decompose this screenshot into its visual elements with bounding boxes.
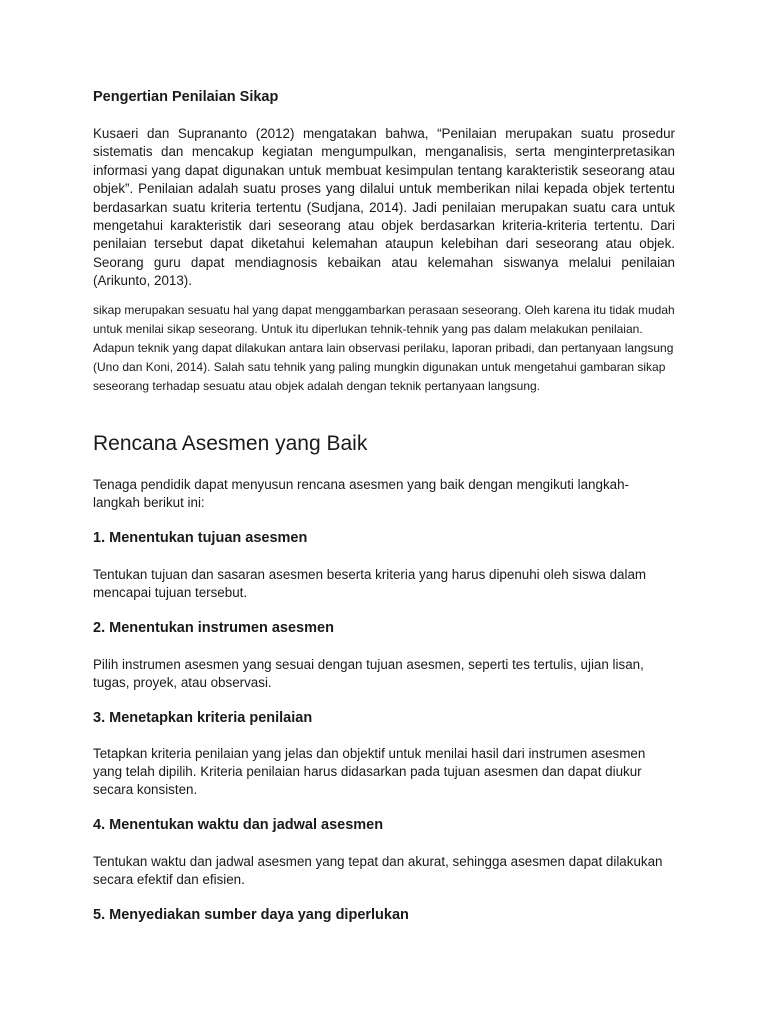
- paragraph-attitude: sikap merupakan sesuatu hal yang dapat menggambarkan perasaan seseorang. Oleh karena itu tidak mudah untuk menilai sikap seseorang. Untuk itu diperlukan tehnik-tehnik yang pas dalam melakukan penilaian. Adapun teknik yang dapat dilakukan antara lain observasi perilaku, laporan pribadi, dan pertanyaan langsung (Uno dan Koni, 2014). Salah satu tehnik yang paling mungkin digunakan untuk mengetahui gambaran sikap seseorang terhadap sesuatu atau objek adalah dengan teknik pertanyaan langsung.: [93, 303, 675, 393]
- step-body-2: Pilih instrumen asesmen yang sesuai dengan tujuan asesmen, seperti tes tertulis, ujian lisan, tugas, proyek, atau observasi.: [93, 657, 644, 690]
- step-heading-5: 5. Menyediakan sumber daya yang diperlukan: [93, 907, 409, 923]
- step-body-3: Tetapkan kriteria penilaian yang jelas dan objektif untuk menilai hasil dari instrumen asesmen yang telah dipilih. Kriteria penilaian harus didasarkan pada tujuan asesmen dan dapat diukur secara konsisten.: [93, 746, 646, 797]
- paragraph-intro: Tenaga pendidik dapat menyusun rencana asesmen yang baik dengan mengikuti langkah-langkah berikut ini:: [93, 477, 629, 510]
- step-body-4: Tentukan waktu dan jadwal asesmen yang tepat dan akurat, sehingga asesmen dapat dilakukan secara efektif dan efisien.: [93, 854, 663, 887]
- section-heading-pengertian: Pengertian Penilaian Sikap: [93, 89, 279, 105]
- paragraph-definition: Kusaeri dan Suprananto (2012) mengatakan bahwa, “Penilaian merupakan suatu prosedur sistematis dan mencakup kegiatan mengumpulkan, menganalisis, serta menginterpretasikan informasi yang dapat digunakan untuk membuat kesimpulan tentang karakteristik seseorang atau objek”. Penilaian adalah suatu proses yang dilalui untuk memberikan nilai kepada objek tertentu berdasarkan suatu kriteria tertentu (Sudjana, 2014). Jadi penilaian merupakan suatu cara untuk mengetahui karakteristik dari seseorang atau objek berdasarkan kriteria-kriteria tertentu. Dari penilaian tersebut dapat diketahui kelemahan ataupun kelebihan dari seseorang atau objek. Seorang guru dapat mendiagnosis kebaikan atau kelemahan siswanya melalui penilaian (Arikunto, 2013).: [93, 126, 675, 289]
- step-heading-2: 2. Menentukan instrumen asesmen: [93, 620, 334, 636]
- step-heading-3: 3. Menetapkan kriteria penilaian: [93, 710, 313, 726]
- section-heading-rencana: Rencana Asesmen yang Baik: [93, 432, 368, 455]
- step-heading-1: 1. Menentukan tujuan asesmen: [93, 530, 308, 546]
- step-heading-4: 4. Menentukan waktu dan jadwal asesmen: [93, 817, 384, 833]
- step-body-1: Tentukan tujuan dan sasaran asesmen beserta kriteria yang harus dipenuhi oleh siswa dalam mencapai tujuan tersebut.: [93, 567, 647, 600]
